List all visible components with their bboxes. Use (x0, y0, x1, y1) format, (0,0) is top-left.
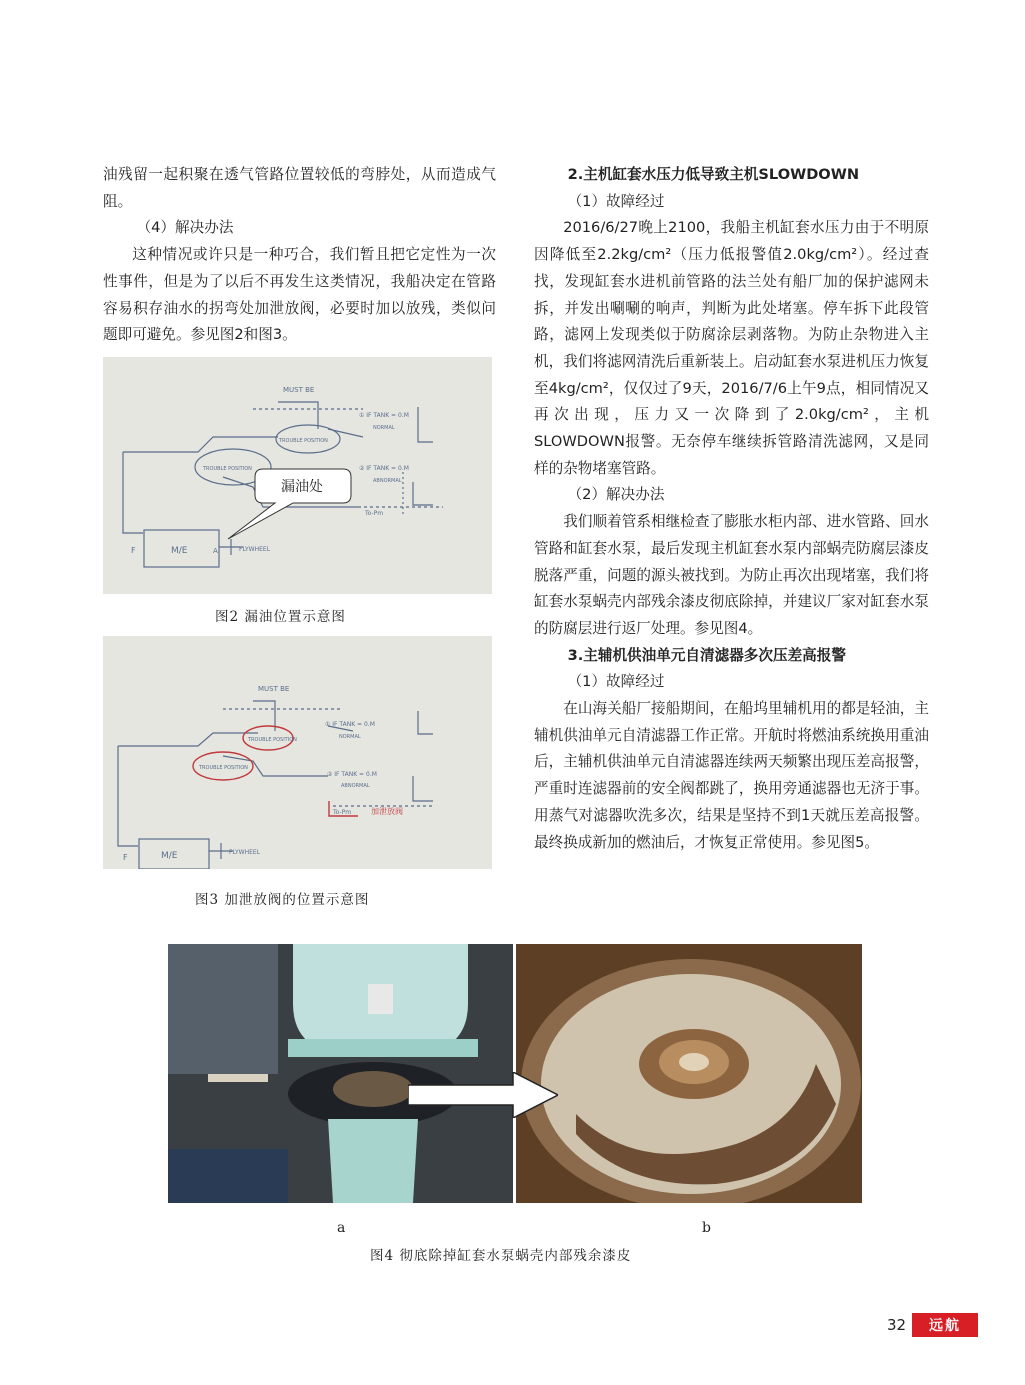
me-label: M/E (161, 851, 178, 861)
figure-3-caption: 图3 加泄放阀的位置示意图 (195, 892, 370, 908)
tank-abnormal-label: ② IF TANK = 0.M (359, 465, 409, 472)
figure-2-caption: 图2 漏油位置示意图 (215, 609, 346, 625)
pump-casing-photo-illustration (516, 944, 862, 1203)
page-number: 32 (887, 1316, 907, 1334)
body-paragraph: 油残留一起积聚在透气管路位置较低的弯脖处，从而造成气阻。 (103, 166, 496, 210)
must-be-label: MUST BE (283, 386, 315, 394)
f-label: F (131, 546, 136, 555)
flywheel-label: FLYWHEEL (229, 849, 261, 856)
subsection-label: （2）解决办法 (567, 486, 665, 504)
left-column (103, 162, 496, 349)
arrow-icon (408, 1072, 558, 1118)
flywheel-label: FLYWHEEL (239, 546, 271, 553)
tank-normal-label: ① IF TANK = 0.M (325, 721, 375, 728)
me-label: M/E (171, 546, 188, 556)
trouble-position-label: TROUBLE POSITION (199, 765, 248, 771)
tank-abnormal-label: ② IF TANK = 0.M (327, 771, 377, 778)
section-heading: 3.主辅机供油单元自清滤器多次压差高报警 (567, 646, 846, 664)
body-paragraph: 2016/6/27晚上2100，我船主机缸套水压力由于不明原因降低至2.2kg/cm²（压力低报警值2.0kg/cm²）。经过查找，发现缸套水进机前管路的法兰处有船厂加的保护滤网未拆，并发出唰唰的响声，判断为此处堵塞。停车拆下此段管路，滤网上发现类似于防腐涂层剥落物。为防止杂物进入主机，我们将滤网清洗后重新装上。启动缸套水泵进机压力恢复至4kg/cm²，仅仅过了9天，2016/7/6上午9点，相同情况又再次出现，压力又一次降到了2.0kg/cm²，主机SLOWDOWN报警。无奈停车继续拆管路清洗滤网，又是同样的杂物堵塞管路。 (534, 219, 929, 477)
photo-label-b: b (702, 1220, 711, 1236)
to-pm-label: To-Pm (333, 809, 352, 816)
subsection-label: （4）解决办法 (136, 219, 234, 237)
right-column (534, 162, 929, 856)
body-paragraph: 我们顺着管系相继检查了膨胀水柜内部、进水管路、回水管路和缸套水泵，最后发现主机缸套水泵内部蜗壳防腐层漆皮脱落严重，问题的源头被找到。为防止再次出现堵塞，我们将缸套水泵蜗壳内部残余漆皮彻底除掉，并建议厂家对缸套水泵的防腐层进行返厂处理。参见图4。 (534, 513, 929, 637)
normal-label: NORMAL (339, 734, 361, 740)
subsection-label: （1）故障经过 (567, 192, 665, 210)
photo-pump-after (516, 944, 862, 1203)
trouble-position-label: TROUBLE POSITION (279, 438, 328, 444)
normal-label: NORMAL (373, 425, 395, 431)
figure-2-sketch (103, 357, 492, 594)
magazine-brand: 远航 (912, 1313, 978, 1337)
trouble-position-label: TROUBLE POSITION (203, 466, 252, 472)
f-label: F (123, 853, 128, 862)
sketch-diagram (103, 636, 492, 869)
a-label: A (213, 547, 218, 555)
sketch-diagram (103, 357, 492, 594)
abnormal-label: ABNORMAL (373, 478, 402, 484)
figure-3-sketch (103, 636, 492, 869)
figure-4-caption: 图4 彻底除掉缸套水泵蜗壳内部残余漆皮 (370, 1248, 632, 1264)
body-paragraph: 这种情况或许只是一种巧合，我们暂且把它定性为一次性事件，但是为了以后不再发生这类情况，我船决定在管路容易积存油水的拐弯处加泄放阀，必要时加以放残，类似问题即可避免。参见图2和图3。 (103, 246, 496, 344)
callout-bubble (228, 469, 351, 539)
callout-text: 漏油处 (281, 479, 323, 495)
abnormal-label: ABNORMAL (341, 783, 370, 789)
section-heading: 2.主机缸套水压力低导致主机SLOWDOWN (567, 166, 860, 183)
photo-label-a: a (337, 1220, 346, 1236)
tank-normal-label: ① IF TANK = 0.M (359, 412, 409, 419)
to-pm-label: To-Pm (365, 510, 384, 517)
must-be-label: MUST BE (258, 685, 290, 693)
subsection-label: （1）故障经过 (567, 673, 665, 691)
body-paragraph: 在山海关船厂接船期间，在船坞里辅机用的都是轻油，主辅机供油单元自清滤器工作正常。开航时将燃油系统换用重油后，主辅机供油单元自清滤器连续两天频繁出现压差高报警，严重时连滤器前的安全阀都跳了，换用旁通滤器也无济于事。用蒸气对滤器吹洗多次，结果是坚持不到1天就压差高报警。最终换成新加的燃油后，才恢复正常使用。参见图5。 (534, 700, 929, 851)
valve-note: 加泄放阀 (371, 807, 403, 816)
trouble-position-label: TROUBLE POSITION (248, 737, 297, 743)
